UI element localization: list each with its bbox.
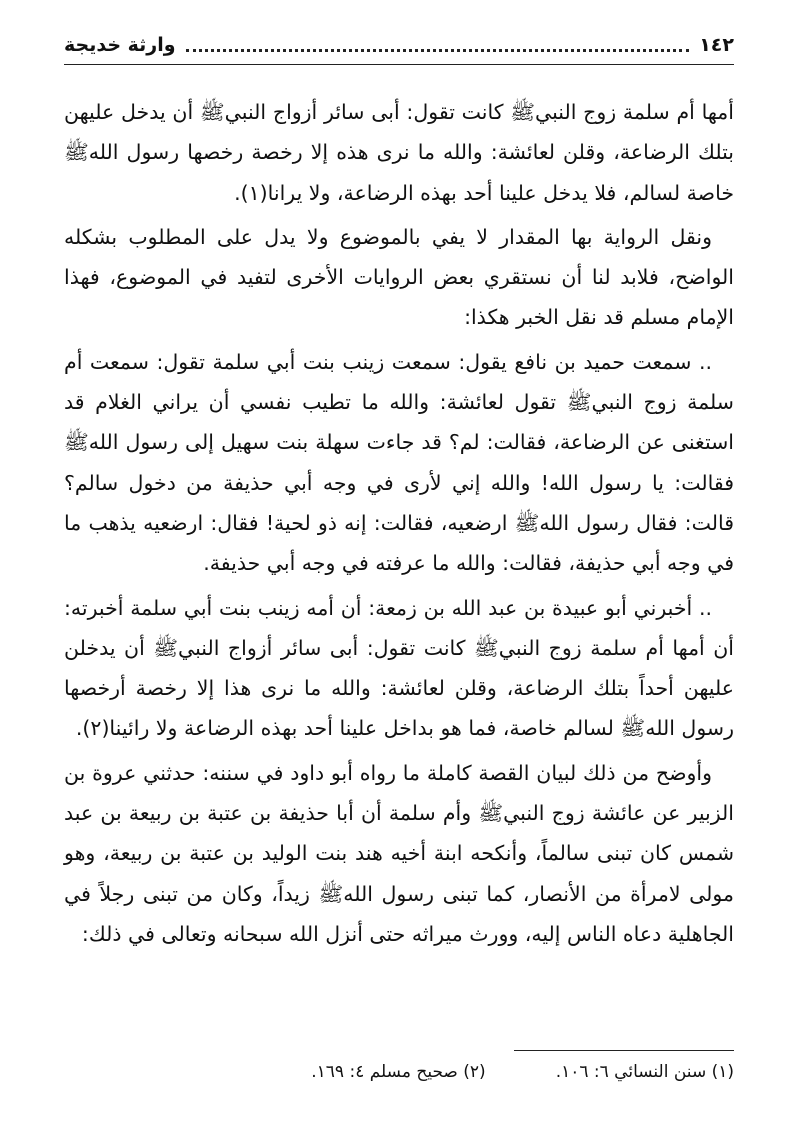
- paragraph: وأوضح من ذلك لبيان القصة كاملة ما رواه أبو داود في سننه: حدثني عروة بن الزبير عن عائشة زوج النبيﷺ وأم سلمة أن أبا حذيفة بن عتبة بن ربيعة بن عبد شمس كان تبنى سالماً، وأنكحه ابنة أخيه هند بنت الوليد بن عتبة بن ربيعة، وهو مولى لامرأة من الأنصار، كما تبنى رسول اللهﷺ زيداً، وكان من تبنى رجلاً في الجاهلية دعاه الناس إليه، وورث ميراثه حتى أنزل الله سبحانه وتعالى في ذلك:: [64, 760, 734, 946]
- paragraph: .. أخبرني أبو عبيدة بن عبد الله بن زمعة: أن أمه زينب بنت أبي سلمة أخبرته: أن أمها أم سلمة زوج النبيﷺ كانت تقول: أبى سائر أزواج النبيﷺ أن يدخلن عليهن أحداً بتلك الرضاعة، وقلن لعائشة: والله ما نرى هذا إلا رخصة أرخصها رسول اللهﷺ لسالم خاصة، فما هو بداخل علينا أحد بهذه الرضاعة ولا رائينا(٢).: [64, 595, 734, 741]
- footnote: (١) سنن النسائي ٦: ١٠٦.: [555, 1062, 734, 1082]
- running-title: وارثة خديجة: [64, 34, 176, 56]
- page-header: [64, 30, 734, 65]
- footnote-rule: [514, 1050, 734, 1051]
- page-body: [64, 92, 734, 958]
- footnotes: [64, 1062, 734, 1082]
- paragraph: أمها أم سلمة زوج النبيﷺ كانت تقول: أبى سائر أزواج النبيﷺ أن يدخل عليهن بتلك الرضاعة، وقلن لعائشة: والله ما نرى هذه إلا رخصة رخصها رسول اللهﷺ خاصة لسالم، فلا يدخل علينا أحد بهذه الرضاعة، ولا يرانا(١).: [64, 100, 734, 205]
- paragraph: ونقل الرواية بها المقدار لا يفي بالموضوع ولا يدل على المطلوب بشكله الواضح، فلابد لنا أن نستقري بعض الروايات الأخرى لتفيد في الموضوع، فهذا الإمام مسلم قد نقل الخبر هكذا:: [64, 224, 734, 330]
- header-dot-leader: [186, 39, 690, 52]
- page-number: ١٤٢: [699, 34, 734, 56]
- footnote: (٢) صحيح مسلم ٤: ١٦٩.: [311, 1062, 486, 1082]
- paragraph: .. سمعت حميد بن نافع يقول: سمعت زينب بنت أبي سلمة تقول: سمعت أم سلمة زوج النبيﷺ تقول لعائشة: والله ما تطيب نفسي أن يراني الغلام قد استغنى عن الرضاعة، فقالت: لم؟ قد جاءت سهلة بنت سهيل إلى رسول اللهﷺ فقالت: يا رسول الله! والله إني لأرى في وجه أبي حذيفة من دخول سالم؟ قالت: فقال رسول اللهﷺ ارضعيه، فقالت: إنه ذو لحية! فقال: ارضعيه يذهب ما في وجه أبي حذيفة، فقالت: والله ما عرفته في وجه أبي حذيفة.: [64, 349, 734, 576]
